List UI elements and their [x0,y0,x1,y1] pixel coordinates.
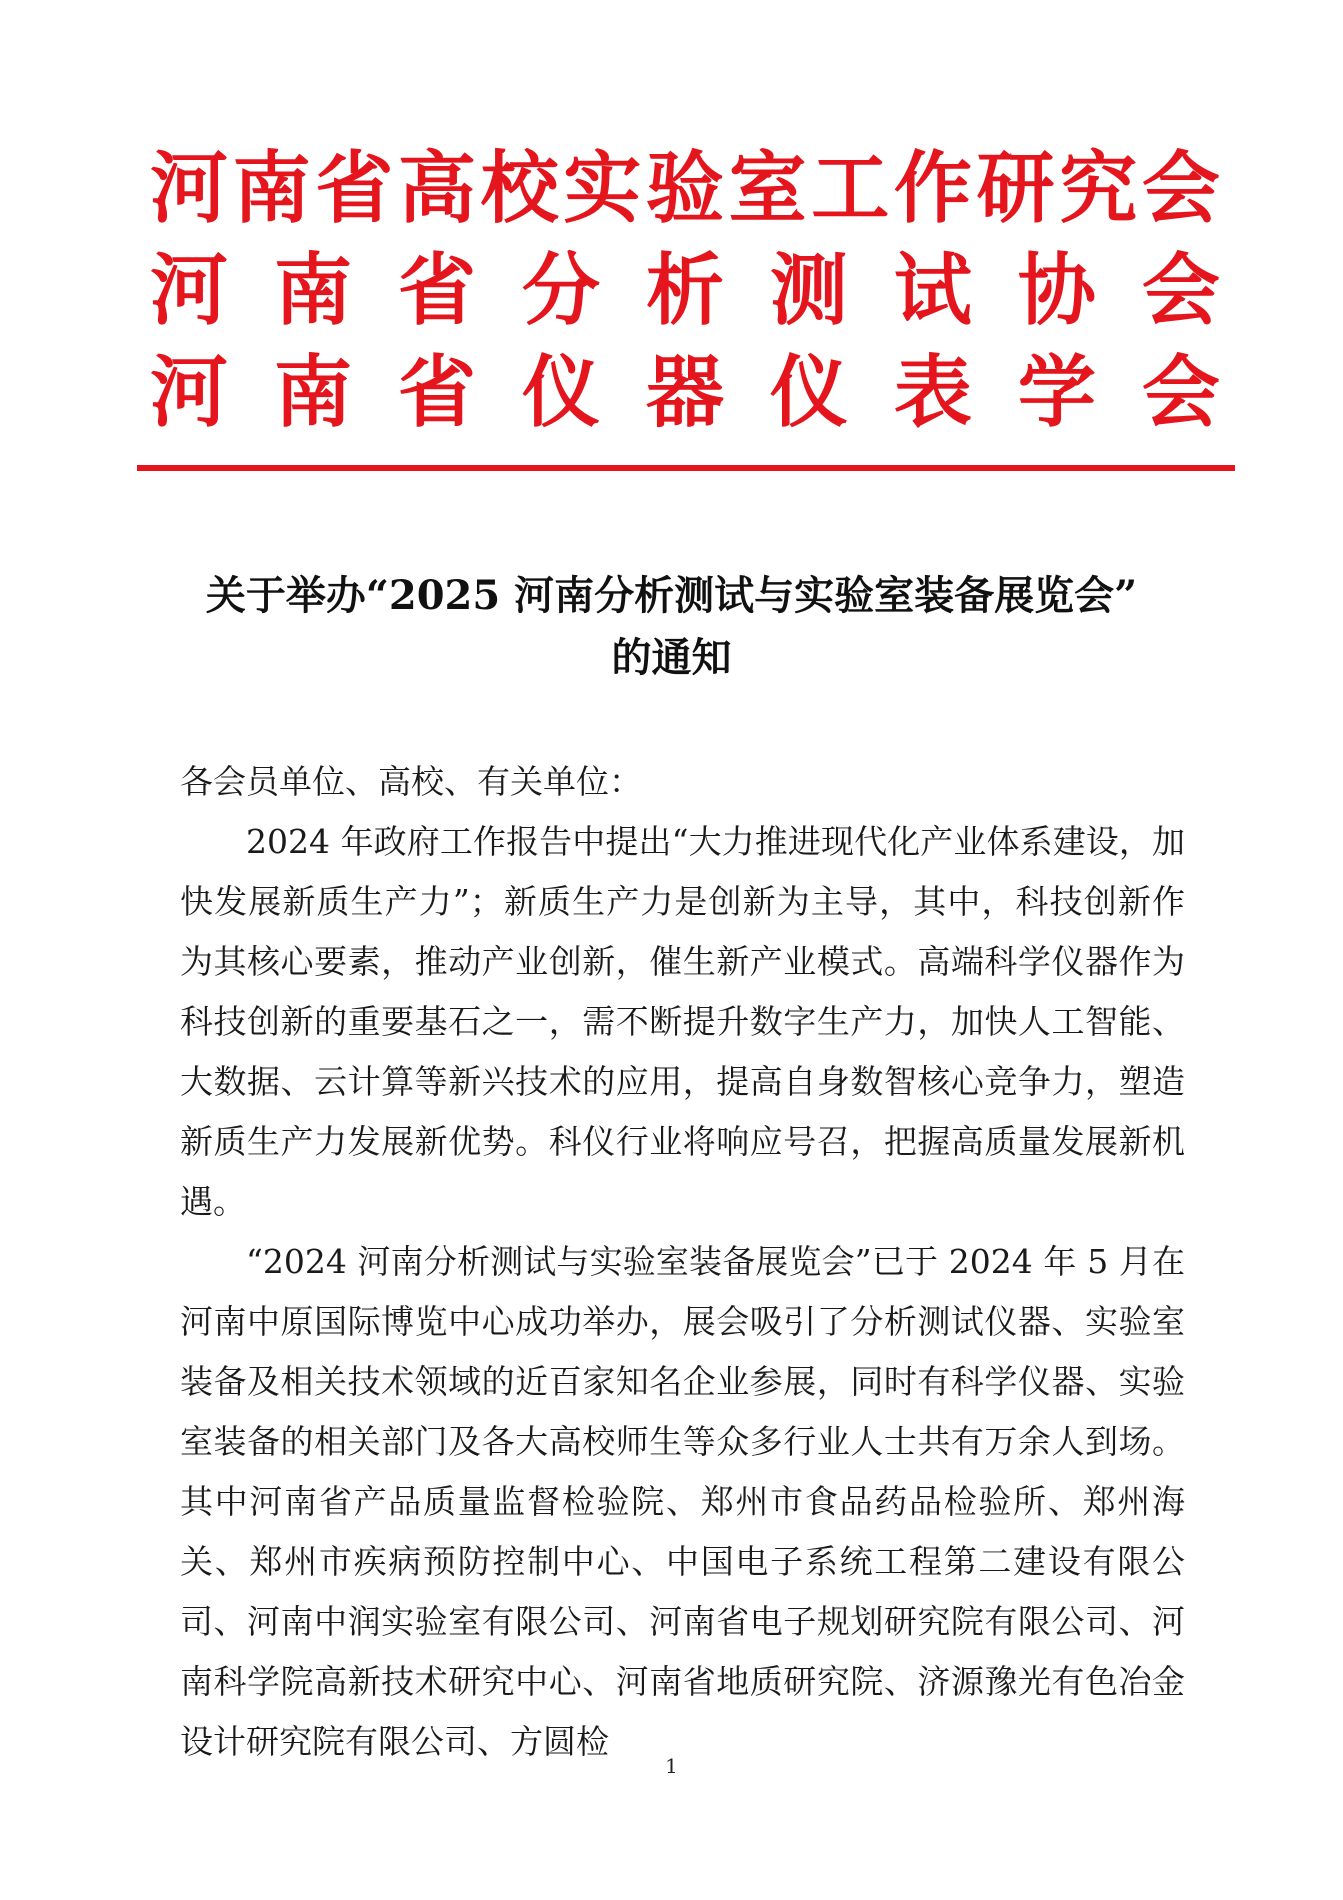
letterhead-char: 校 [480,144,559,234]
letterhead-char: 作 [893,144,972,234]
letterhead-char: 室 [728,144,807,234]
notice-title-line-1: 关于举办“2025 河南分析测试与实验室装备展览会” [205,572,1138,619]
letterhead-char: 工 [811,144,890,234]
salutation: 各会员单位、高校、有关单位： [180,762,642,801]
letterhead-char: 省 [315,144,394,234]
letterhead-char: 表 [893,348,972,438]
paragraph-2: “2024 河南分析测试与实验室装备展览会”已于 2024 年 5 月在河南中原国际博览中心成功举办，展会吸引了分析测试仪器、实验室装备及相关技术领域的近百家知名企业参展，同时有科学仪器、实验室装备的相关部门及各大高校师生等众多行业人士共有万余人到场。其中河南省产品质量监督检验院、郑州市食品药品检验所、郑州海关、郑州市疾病预防控制中心、中国电子系统工程第二建设有限公司、河南中润实验室有限公司、河南省电子规划研究院有限公司、河南科学院高新技术研究中心、河南省地质研究院、济源豫光有色冶金设计研究院有限公司、方圆检 [180,1242,1185,1761]
letterhead-char: 省 [397,246,476,336]
letterhead-char: 河 [150,348,229,438]
letterhead-char: 南 [273,348,352,438]
letterhead-line-2 [150,240,1220,342]
letterhead-char: 南 [273,246,352,336]
letterhead-char: 析 [645,246,724,336]
letterhead-char: 学 [1017,348,1096,438]
letterhead [150,138,1220,444]
paragraph-1: 2024 年政府工作报告中提出“大力推进现代化产业体系建设，加快发展新质生产力”；新质生产力是创新为主导，其中，科技创新作为其核心要素，推动产业创新，催生新产业模式。高端科学仪器作为科技创新的重要基石之一，需不断提升数字生产力，加快人工智能、大数据、云计算等新兴技术的应用，提高自身数智核心竞争力，塑造新质生产力发展新优势。科仪行业将响应号召，把握高质量发展新机遇。 [180,822,1185,1221]
notice-title [100,565,1243,689]
letterhead-char: 高 [397,144,476,234]
letterhead-char: 测 [769,246,848,336]
letterhead-char: 河 [150,144,229,234]
letterhead-line-1 [150,138,1220,240]
letterhead-char: 会 [1141,246,1220,336]
letterhead-char: 省 [397,348,476,438]
letterhead-char: 协 [1017,246,1096,336]
notice-body [180,752,1185,1772]
notice-title-line-2: 的通知 [611,634,732,681]
letterhead-char: 会 [1141,144,1220,234]
page-number: 1 [665,1754,678,1778]
letterhead-char: 实 [563,144,642,234]
letterhead-char: 南 [232,144,311,234]
letterhead-char: 研 [976,144,1055,234]
letterhead-char: 分 [521,246,600,336]
letterhead-char: 试 [893,246,972,336]
letterhead-char: 器 [645,348,724,438]
letterhead-char: 仪 [521,348,600,438]
letterhead-char: 会 [1141,348,1220,438]
letterhead-char: 究 [1059,144,1138,234]
letterhead-char: 验 [645,144,724,234]
letterhead-divider [137,465,1235,471]
letterhead-char: 河 [150,246,229,336]
letterhead-char: 仪 [769,348,848,438]
letterhead-line-3 [150,342,1220,444]
